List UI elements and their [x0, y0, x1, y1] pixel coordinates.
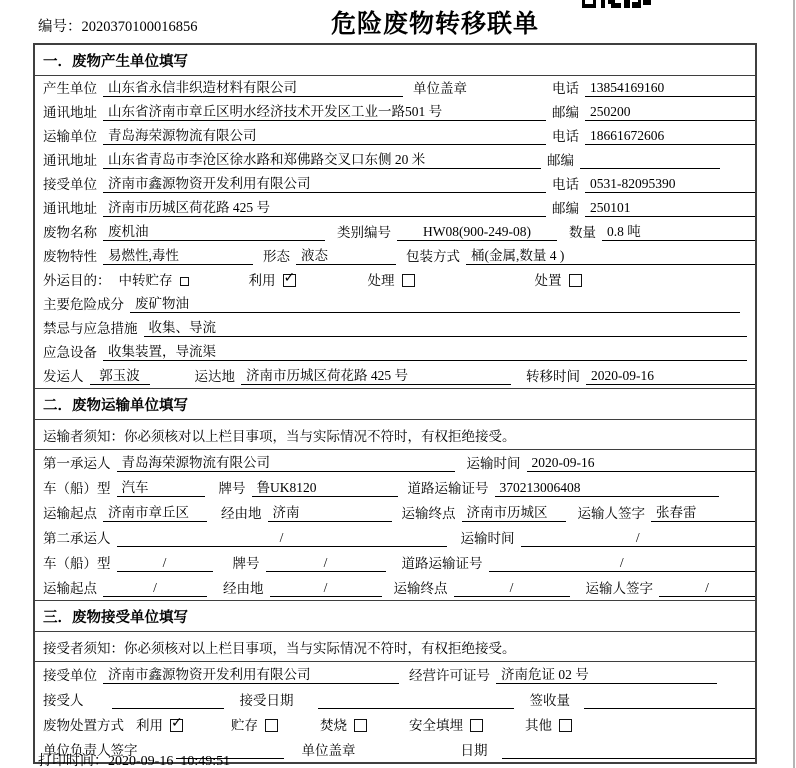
serial-label: 编号：	[38, 19, 82, 35]
endpoint-value: 济南市历城区	[462, 505, 566, 522]
property-label: 废物特性	[43, 249, 97, 264]
producer-value: 山东省永信非织造材料有限公司	[103, 80, 403, 97]
property-value: 易燃性,毒性	[103, 248, 253, 265]
phone-value: 13854169160	[585, 80, 755, 97]
option-label: 贮存	[231, 718, 258, 733]
receiver-row	[35, 172, 755, 196]
qr-code-fragment	[582, 0, 652, 9]
phone-label: 电话	[552, 177, 579, 192]
via-label: 经由地	[223, 581, 264, 596]
received-amount-label: 签收量	[529, 693, 570, 708]
receiving-unit-value: 济南市鑫源物资开发利用有限公司	[103, 667, 399, 684]
carrier-label: 第一承运人	[43, 456, 111, 471]
measures-label: 禁忌与应急措施	[43, 321, 138, 336]
vehicle-type-value: /	[117, 555, 213, 572]
permit-label: 经营许可证号	[409, 668, 490, 683]
address-value: 济南市历城区荷花路 425 号	[103, 200, 546, 217]
disposal-label: 废物处置方式	[43, 718, 124, 733]
receive-date-label: 接受日期	[239, 693, 294, 708]
receiver-value: 济南市鑫源物资开发利用有限公司	[103, 176, 546, 193]
waste-name-value: 废机油	[103, 224, 325, 241]
section3-header: 三．废物接受单位填写	[35, 600, 755, 632]
checkbox-icon	[402, 274, 415, 287]
via-value: /	[270, 580, 382, 597]
vehicle-row	[35, 475, 755, 500]
packing-label: 包装方式	[406, 249, 460, 264]
section2-header: 二．废物运输单位填写	[35, 388, 755, 420]
print-time-label: 打印时间：	[38, 754, 108, 768]
purpose-option	[535, 273, 582, 289]
checkbox-icon	[559, 719, 572, 732]
checkbox-icon	[283, 274, 296, 287]
option-label: 处置	[534, 273, 562, 288]
second-carrier-row	[35, 525, 755, 550]
unit-seal-label: 单位盖章	[301, 743, 356, 758]
transfer-time-value: 2020-09-16	[586, 368, 755, 385]
phone-value: 18661672606	[585, 128, 755, 145]
option-label: 焚烧	[320, 718, 347, 733]
received-amount-value	[584, 708, 755, 709]
via-value: 济南	[268, 505, 392, 522]
quantity-value: 0.8 吨	[602, 224, 755, 241]
receiving-unit-row	[35, 662, 755, 687]
origin-value: /	[103, 580, 207, 597]
disposal-option	[525, 718, 572, 734]
address-label: 通讯地址	[43, 153, 97, 168]
producer-label: 产生单位	[43, 81, 97, 96]
address-label: 通讯地址	[43, 105, 97, 120]
receiver-address-row	[35, 196, 755, 220]
endpoint-value: /	[454, 580, 570, 597]
endpoint-label: 运输终点	[393, 581, 448, 596]
page-title: 危险废物转移联单	[331, 10, 540, 38]
waste-name-label: 废物名称	[43, 225, 97, 240]
zip-value	[580, 168, 720, 169]
vehicle-type-label: 车（船）型	[43, 556, 111, 571]
phone-label: 电话	[552, 129, 579, 144]
purpose-option	[119, 273, 189, 289]
address-value: 山东省青岛市李沧区徐水路和郑佛路交叉口东侧 20 米	[103, 152, 541, 169]
recipient-value	[112, 708, 224, 709]
plate-value: 鲁UK8120	[252, 480, 398, 497]
serial-value: 2020370100016856	[81, 19, 198, 35]
disposal-option	[136, 718, 183, 734]
origin-value: 济南市章丘区	[103, 505, 207, 522]
consignor-value: 郭玉波	[90, 368, 150, 385]
producer-address-row	[35, 100, 755, 124]
zip-value: 250101	[585, 200, 755, 217]
transporter-label: 运输单位	[43, 129, 97, 144]
disposal-option	[231, 718, 278, 734]
carrier-value: /	[117, 530, 447, 547]
vehicle-type-label: 车（船）型	[43, 481, 111, 496]
waste-name-row	[35, 220, 755, 244]
recipient-row	[35, 687, 755, 712]
receiver-label: 接受单位	[43, 177, 97, 192]
checkbox-icon	[569, 274, 582, 287]
print-time	[38, 750, 230, 768]
option-label: 处理	[367, 273, 395, 288]
phone-value: 0531-82095390	[585, 176, 755, 193]
plate-value: /	[266, 555, 386, 572]
via-label: 经由地	[221, 506, 262, 521]
responsible-sign-label: 单位负责人签字	[43, 743, 138, 758]
disposal-option	[409, 718, 483, 734]
checkbox-icon	[470, 719, 483, 732]
plate-label: 牌号	[232, 556, 260, 571]
origin-label: 运输起点	[43, 506, 97, 521]
manifest-form	[33, 43, 757, 764]
transporter-value: 青岛海荣源物流有限公司	[103, 128, 546, 145]
carrier-value: 青岛海荣源物流有限公司	[117, 455, 455, 472]
receive-date-value	[318, 708, 514, 709]
option-label: 其他	[525, 718, 552, 733]
carrier-sign-value: 张春雷	[651, 505, 755, 522]
form-state-value: 液态	[296, 248, 396, 265]
section1-header: 一．废物产生单位填写	[35, 45, 755, 76]
endpoint-label: 运输终点	[401, 506, 456, 521]
consignor-row	[35, 364, 755, 388]
purpose-label: 外运目的：	[43, 273, 111, 288]
route-row	[35, 500, 755, 525]
road-license-label: 道路运输证号	[407, 481, 489, 496]
vehicle-row-2	[35, 550, 755, 575]
emergency-equipment-row	[35, 340, 755, 364]
date-value	[502, 758, 756, 759]
equipment-value: 收集装置，导流渠	[103, 344, 747, 361]
destination-label: 运达地	[194, 369, 235, 384]
print-time-value: 2020-09-16 10:49:51	[108, 754, 231, 768]
category-code-value: HW08(900-249-08)	[397, 224, 557, 241]
disposal-option	[320, 718, 367, 734]
carrier-sign-value: /	[659, 580, 755, 597]
transport-time-label: 运输时间	[460, 531, 515, 546]
option-label: 中转贮存	[118, 273, 173, 288]
transfer-time-label: 转移时间	[526, 369, 580, 384]
measures-value: 收集、导流	[144, 320, 748, 337]
purpose-option	[249, 273, 296, 289]
producer-row	[35, 76, 755, 100]
hazard-label: 主要危险成分	[43, 297, 124, 312]
quantity-label: 数量	[569, 225, 596, 240]
checkbox-icon	[170, 719, 183, 732]
carrier-sign-label: 运输人签字	[585, 581, 653, 596]
option-label: 利用	[248, 273, 276, 288]
destination-value: 济南市历城区荷花路 425 号	[241, 368, 511, 385]
equipment-label: 应急设备	[43, 345, 97, 360]
permit-value: 济南危证 02 号	[496, 667, 717, 684]
transport-time-label: 运输时间	[466, 456, 521, 471]
road-license-value: 370213006408	[495, 480, 720, 497]
checkbox-icon	[354, 719, 367, 732]
receiving-unit-label: 接受单位	[43, 668, 97, 683]
road-license-label: 道路运输证号	[401, 556, 483, 571]
phone-label: 电话	[552, 81, 579, 96]
consignor-label: 发运人	[43, 369, 84, 384]
emergency-measures-row	[35, 316, 755, 340]
form-state-label: 形态	[263, 249, 290, 264]
origin-label: 运输起点	[43, 581, 97, 596]
packing-value: 桶(金属,数量 4 )	[466, 248, 755, 265]
transfer-purpose-row	[35, 268, 755, 292]
route-row-2	[35, 575, 755, 600]
hazard-value: 废矿物油	[130, 296, 740, 313]
address-label: 通讯地址	[43, 201, 97, 216]
receiver-notice: 接受者须知：你必须核对以上栏目事项，当与实际情况不符时，有权拒绝接受。	[35, 632, 755, 662]
address-value: 山东省济南市章丘区明水经济技术开发区工业一路501 号	[103, 104, 546, 121]
unit-seal-label: 单位盖章	[413, 81, 467, 96]
page-edge-line	[793, 0, 795, 768]
checkbox-icon	[180, 277, 189, 286]
transport-time-value: 2020-09-16	[527, 455, 756, 472]
option-label: 利用	[136, 718, 163, 733]
date-label: 日期	[460, 743, 488, 758]
transport-time-value: /	[521, 530, 756, 547]
vehicle-type-value: 汽车	[117, 480, 205, 497]
road-license-value: /	[489, 555, 756, 572]
zip-value: 250200	[585, 104, 755, 121]
serial-number	[38, 15, 198, 36]
purpose-option	[368, 273, 415, 289]
disposal-method-row	[35, 712, 755, 737]
carrier-sign-label: 运输人签字	[577, 506, 645, 521]
option-label: 安全填埋	[409, 718, 463, 733]
recipient-label: 接受人	[43, 693, 84, 708]
waste-property-row	[35, 244, 755, 268]
zip-label: 邮编	[547, 153, 574, 168]
first-carrier-row	[35, 450, 755, 475]
hazard-component-row	[35, 292, 755, 316]
checkbox-icon	[265, 719, 278, 732]
zip-label: 邮编	[552, 201, 579, 216]
transporter-row	[35, 124, 755, 148]
zip-label: 邮编	[552, 105, 579, 120]
plate-label: 牌号	[218, 481, 246, 496]
transporter-address-row	[35, 148, 755, 172]
category-code-label: 类别编号	[337, 225, 391, 240]
carrier-label: 第二承运人	[43, 531, 111, 546]
transporter-notice: 运输者须知：你必须核对以上栏目事项，当与实际情况不符时，有权拒绝接受。	[35, 420, 755, 450]
